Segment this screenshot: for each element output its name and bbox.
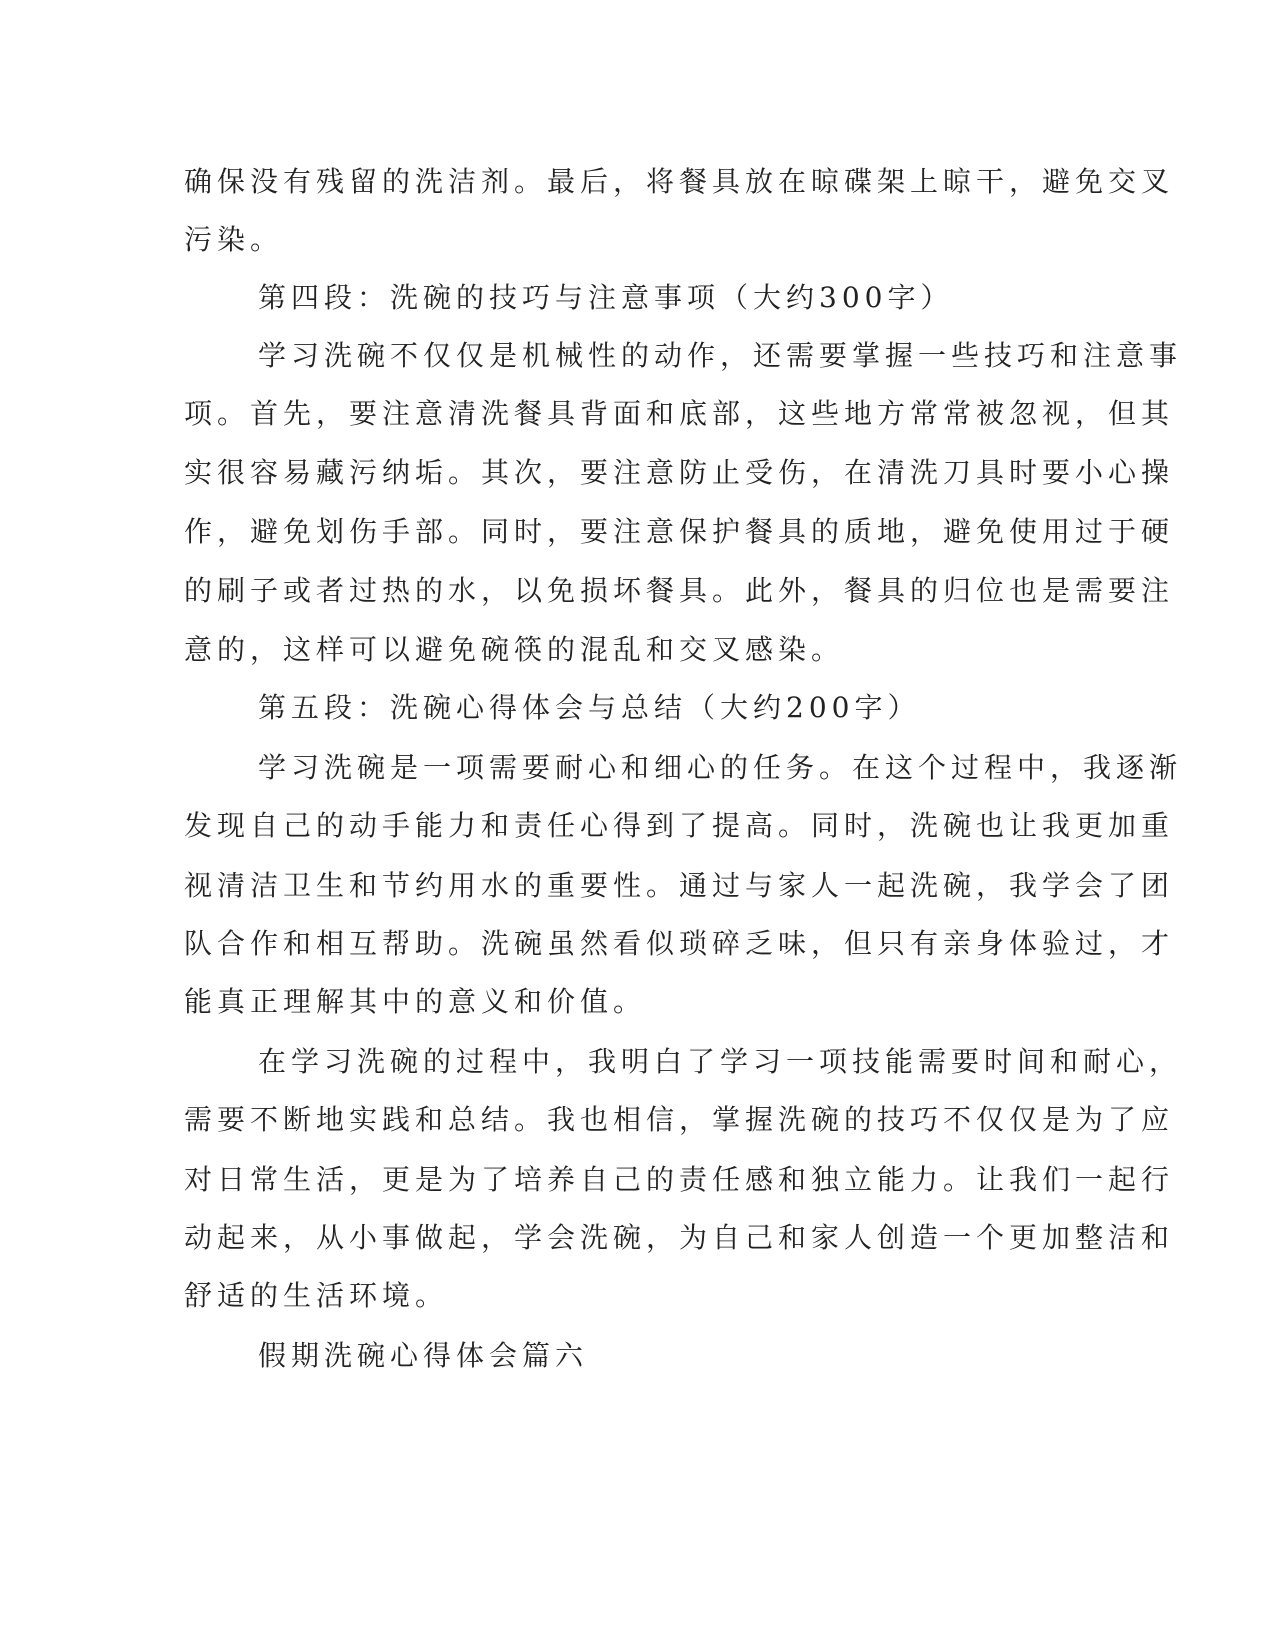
text-line: 对日常生活，更是为了培养自己的责任感和独立能力。让我们一起行 xyxy=(184,1163,1175,1196)
text-line: 学习洗碗不仅仅是机械性的动作，还需要掌握一些技巧和注意事 xyxy=(258,339,1183,372)
text-line: 项。首先，要注意清洗餐具背面和底部，这些地方常常被忽视，但其 xyxy=(184,397,1175,430)
text-line: 的刷子或者过热的水，以免损坏餐具。此外，餐具的归位也是需要注 xyxy=(184,574,1175,607)
text-line: 舒适的生活环境。 xyxy=(184,1279,449,1312)
text-line: 污染。 xyxy=(184,223,284,256)
text-line: 意的，这样可以避免碗筷的混乱和交叉感染。 xyxy=(184,633,845,666)
text-line: 确保没有残留的洗洁剂。最后，将餐具放在晾碟架上晾干，避免交叉 xyxy=(184,165,1175,198)
text-line: 需要不断地实践和总结。我也相信，掌握洗碗的技巧不仅仅是为了应 xyxy=(184,1103,1175,1136)
section-title: 假期洗碗心得体会篇六 xyxy=(258,1339,589,1372)
text-line: 视清洁卫生和节约用水的重要性。通过与家人一起洗碗，我学会了团 xyxy=(184,869,1175,902)
section-heading-5: 第五段：洗碗心得体会与总结（大约200字） xyxy=(258,691,921,724)
text-line: 学习洗碗是一项需要耐心和细心的任务。在这个过程中，我逐渐 xyxy=(258,751,1183,784)
text-line: 作，避免划伤手部。同时，要注意保护餐具的质地，避免使用过于硬 xyxy=(184,515,1175,548)
text-line: 在学习洗碗的过程中，我明白了学习一项技能需要时间和耐心， xyxy=(258,1045,1183,1078)
text-line: 动起来，从小事做起，学会洗碗，为自己和家人创造一个更加整洁和 xyxy=(184,1221,1175,1254)
text-line: 实很容易藏污纳垢。其次，要注意防止受伤，在清洗刀具时要小心操 xyxy=(184,456,1175,489)
text-line: 发现自己的动手能力和责任心得到了提高。同时，洗碗也让我更加重 xyxy=(184,809,1175,842)
text-line: 队合作和相互帮助。洗碗虽然看似琐碎乏味，但只有亲身体验过，才 xyxy=(184,927,1175,960)
section-heading-4: 第四段：洗碗的技巧与注意事项（大约300字） xyxy=(258,281,954,314)
text-line: 能真正理解其中的意义和价值。 xyxy=(184,985,647,1018)
